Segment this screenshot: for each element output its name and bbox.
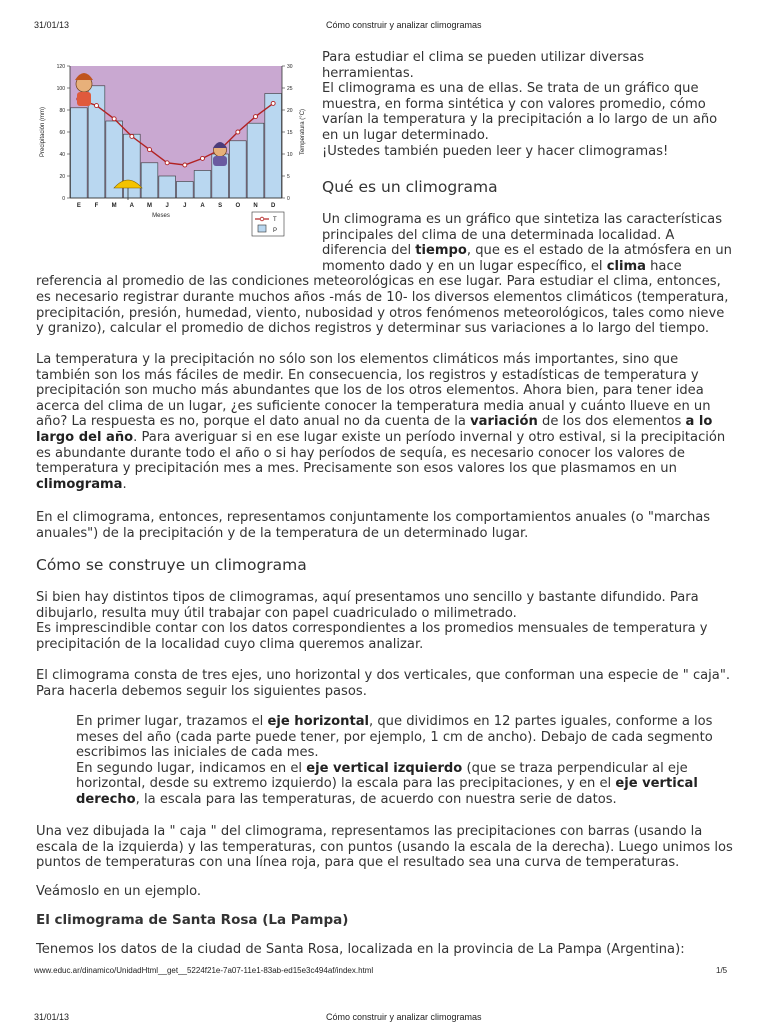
page-url[interactable]: www.educ.ar/dinamico/UnidadHtml__get__5224f21e-7a07-11e1-83ab-ed15e3c494af/index.html bbox=[34, 966, 374, 975]
y-axis-label: Precipitación (mm) bbox=[40, 106, 46, 158]
section1-p1 bbox=[36, 212, 736, 337]
print-date: 31/01/13 bbox=[34, 20, 70, 30]
month-label: J bbox=[165, 203, 169, 209]
step2-e: , la escala para las temperaturas, de acuerdo con nuestra serie de datos. bbox=[135, 791, 617, 807]
intro-p3: ¡Ustedes también pueden leer y hacer climogramas! bbox=[322, 143, 669, 159]
temperature-point bbox=[148, 148, 152, 152]
heading-como-se-construye: Cómo se construye un climograma bbox=[36, 556, 307, 574]
term-eje-derecho: eje vertical derecho bbox=[76, 776, 698, 807]
temperature-point bbox=[112, 117, 116, 121]
precipitation-bar bbox=[177, 182, 194, 199]
right-tick-label: 0 bbox=[287, 196, 290, 202]
month-label: S bbox=[218, 203, 223, 209]
s2-p1: Si bien hay distintos tipos de climogramas, aquí presentamos uno sencillo y bastante difundido. Para dibujarlo, resulta muy útil trabajar con papel cuadriculado o milimetrado. bbox=[36, 590, 699, 621]
left-tick-label: 60 bbox=[59, 130, 65, 136]
temperature-point bbox=[95, 104, 99, 108]
left-tick-label: 0 bbox=[62, 196, 65, 202]
precipitation-bar bbox=[265, 94, 282, 199]
precipitation-bar bbox=[124, 134, 141, 198]
temperature-point bbox=[236, 130, 240, 134]
step-2 bbox=[76, 761, 736, 808]
step-1 bbox=[76, 714, 736, 761]
right-tick-label: 10 bbox=[287, 152, 293, 158]
precipitation-bar bbox=[194, 171, 211, 199]
page-number: 1/5 bbox=[716, 966, 728, 975]
section2-p3: El climograma consta de tres ejes, uno horizontal y dos verticales, que conforman una especie de " caja". Para hacerla debemos seguir los siguientes pasos. bbox=[36, 668, 731, 699]
term-eje-horizontal: eje horizontal bbox=[267, 714, 370, 729]
month-label: M bbox=[111, 203, 117, 209]
precipitation-bar bbox=[247, 123, 264, 198]
right-tick-label: 30 bbox=[287, 64, 293, 70]
float-spacer bbox=[36, 212, 322, 262]
month-label: M bbox=[147, 203, 152, 209]
y2-axis-label: Temperatura (°C) bbox=[300, 108, 306, 156]
s1-p1-text-a: Un climograma es un gráfico que sintetiza las características principales del clima de una determinada localidad. A diferencia del bbox=[322, 212, 723, 259]
child2-body-icon bbox=[213, 156, 227, 166]
term-largo-ano: a lo largo del año bbox=[36, 414, 713, 445]
s1-p1-text-c: , que es el estado de la atmósfera en un momento dado y en un lugar específico, el bbox=[322, 243, 732, 274]
x-axis-label: Meses bbox=[152, 213, 170, 219]
term-tiempo: tiempo bbox=[415, 243, 467, 259]
month-label: A bbox=[200, 203, 205, 209]
legend-precip-label: P bbox=[273, 228, 278, 234]
s1-p2-text-a: La temperatura y la precipitación no sólo son los elementos climáticos más importantes, sino que también son los más fáciles de medir. En consecuencia, los registros y estadísticas de temperatura y precipitación son mucho más abundantes que los de los otros elementos. Ahora bien, para tener idea acerca del clima de un lugar, ¿es suficiente conocer la temperatura media anual y cuánto llueve en un año? La respuesta es no, porque el dato anual no da cuenta de la bbox=[36, 352, 711, 430]
precipitation-bar bbox=[141, 163, 158, 198]
s1-p1-text-e: hace referencia al promedio de las condiciones meteorológicas en ese lugar. Para estudiar el clima, entonces, es necesario registrar durante muchos años -más de 10- los diversos elementos climáticos (temperatura, precipitación, presión, humedad, viento, nubosidad y otros fenómenos meteorológicos, tales como nieve y granizo), calcular el promedio de dichos registros y determinar sus variaciones a lo largo del tiempo. bbox=[36, 258, 729, 337]
month-label: E bbox=[76, 203, 81, 209]
temperature-point bbox=[183, 163, 187, 167]
left-tick-label: 100 bbox=[56, 86, 65, 92]
intro-text bbox=[322, 50, 736, 159]
temperature-point bbox=[254, 115, 258, 119]
step1-a: En primer lugar, trazamos el bbox=[76, 714, 268, 729]
section2-p4: Una vez dibujada la " caja " del climograma, representamos las precipitaciones con barras (usando la escala de la izquierda) y las temperaturas, con puntos (usando la escala de la derecha). Luego unimos los puntos de temperaturas con una línea roja, para que el resultado sea una curva de temperaturas. bbox=[36, 824, 733, 871]
child-body-icon bbox=[77, 92, 91, 106]
month-label: F bbox=[94, 203, 99, 209]
term-clima: clima bbox=[606, 258, 646, 274]
legend-temp-label: T bbox=[273, 217, 277, 223]
step2-c: (que se traza perpendicular al eje horizontal, desde su extremo izquierdo) la escala para las precipitaciones, y en el bbox=[76, 760, 688, 792]
intro-p1: Para estudiar el clima se pueden utilizar diversas herramientas. bbox=[322, 50, 645, 81]
term-climograma: climograma bbox=[36, 476, 123, 492]
print-date-2: 31/01/13 bbox=[34, 1012, 70, 1022]
month-label: D bbox=[270, 203, 276, 209]
s1-p2-text-g: . bbox=[122, 476, 127, 492]
heading-que-es: Qué es un climograma bbox=[322, 178, 498, 196]
precipitation-bar bbox=[159, 176, 176, 198]
left-tick-label: 20 bbox=[59, 174, 65, 180]
term-eje-izquierdo: eje vertical izquierdo bbox=[306, 760, 463, 776]
right-tick-label: 5 bbox=[287, 174, 290, 180]
section2-p5: Veámoslo en un ejemplo. bbox=[36, 884, 202, 899]
temperature-point bbox=[130, 134, 134, 138]
step2-a: En segundo lugar, indicamos en el bbox=[76, 760, 307, 776]
right-tick-label: 20 bbox=[287, 108, 293, 114]
s1-p2-text-c: de los dos elementos bbox=[537, 414, 686, 430]
precipitation-bar bbox=[230, 141, 247, 198]
intro-p2: El climograma es una de ellas. Se trata de un gráfico que muestra, en forma sintética y con valores promedio, cómo varían la temperatura y la precipitación a lo largo de un año en un lugar determinado. bbox=[322, 81, 718, 143]
term-variacion: variación bbox=[470, 414, 538, 430]
section1-p3: En el climograma, entonces, representamos conjuntamente los comportamientos anuales (o "marchas anuales") de la precipitación y de la temperatura de un determinado lugar. bbox=[36, 510, 711, 541]
left-tick-label: 120 bbox=[56, 64, 65, 70]
left-tick-label: 40 bbox=[59, 152, 65, 158]
section3-p1: Tenemos los datos de la ciudad de Santa Rosa, localizada en la provincia de La Pampa (Argentina): bbox=[36, 942, 685, 957]
print-title-2: Cómo construir y analizar climogramas bbox=[326, 1012, 482, 1022]
temperature-point bbox=[201, 156, 205, 160]
month-label: N bbox=[253, 203, 258, 209]
month-label: A bbox=[129, 203, 135, 209]
right-tick-label: 25 bbox=[287, 86, 293, 92]
heading-santa-rosa: El climograma de Santa Rosa (La Pampa) bbox=[36, 912, 349, 928]
s1-p2-text-e: . Para averiguar si en ese lugar existe un período invernal y otro estival, si la precipitación es abundante durante todo el año o si hay períodos de sequía, es necesario conocer los valores de temperatura y precipitación mes a mes. Precisamente son esos valores los que plasmamos en un bbox=[36, 429, 726, 477]
left-tick-label: 80 bbox=[59, 108, 65, 114]
step1-c: , que dividimos en 12 partes iguales, conforme a los meses del año (cada parte puede tener, por ejemplo, 1 cm de ancho). Debajo de cada segmento escribimos las iniciales de cada mes. bbox=[76, 714, 713, 761]
section2-steps bbox=[76, 714, 736, 808]
precipitation-bar bbox=[71, 108, 88, 198]
section2-p1-p2 bbox=[36, 590, 736, 652]
month-label: J bbox=[183, 203, 187, 209]
right-tick-label: 15 bbox=[287, 130, 293, 136]
section1-p2 bbox=[36, 352, 736, 492]
print-title: Cómo construir y analizar climogramas bbox=[326, 20, 482, 30]
temperature-point bbox=[271, 101, 275, 105]
temperature-point bbox=[165, 161, 169, 165]
month-label: O bbox=[235, 203, 241, 209]
s2-p2: Es imprescindible contar con los datos correspondientes a los promedios mensuales de temperatura y precipitación de la localidad cuyo clima queremos analizar. bbox=[36, 621, 708, 652]
